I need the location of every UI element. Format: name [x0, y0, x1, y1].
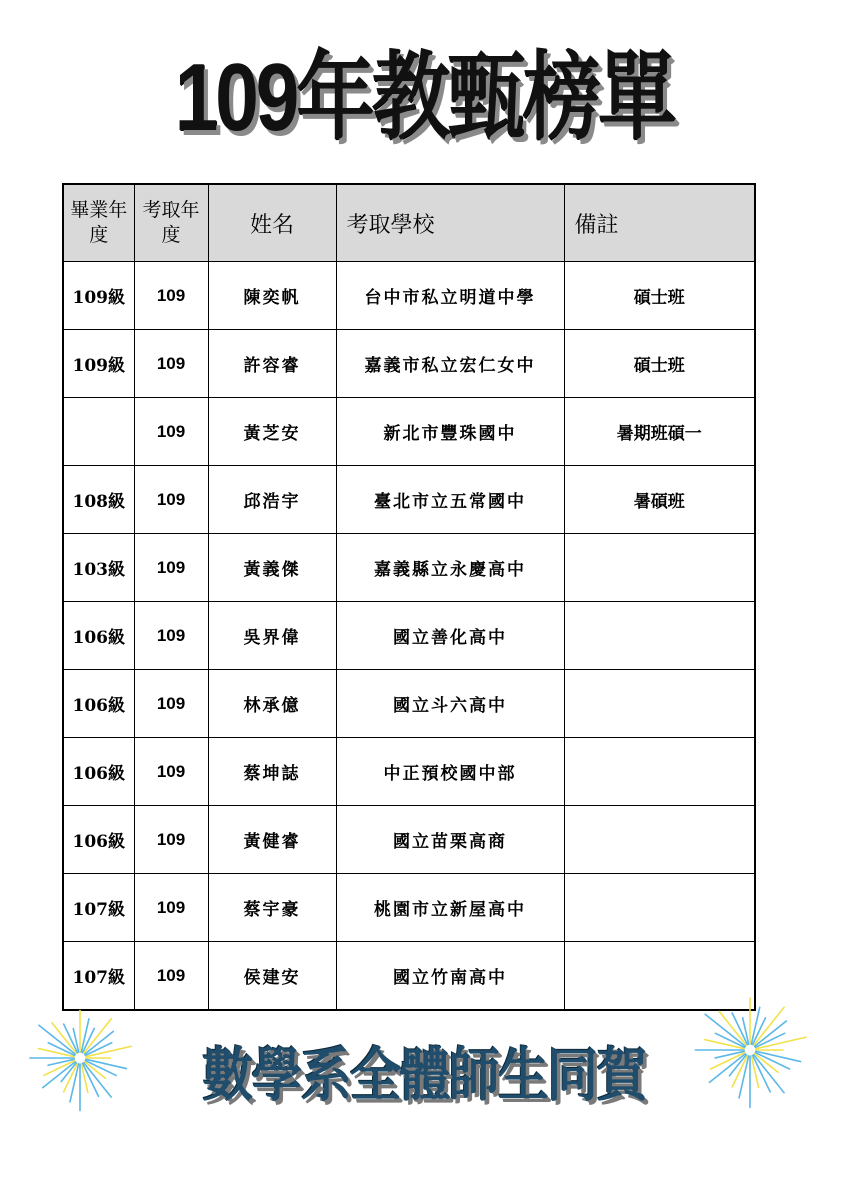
cell-grad-year: 106級	[63, 670, 134, 738]
table-row	[63, 262, 755, 330]
cell-exam-year: 109	[134, 602, 208, 670]
table-row	[63, 670, 755, 738]
cell-note	[564, 534, 755, 602]
cell-exam-year: 109	[134, 806, 208, 874]
cell-name: 吳界偉	[208, 602, 336, 670]
cell-note	[564, 602, 755, 670]
header-grad-year: 畢業年度	[63, 184, 134, 262]
header-exam-year: 考取年度	[134, 184, 208, 262]
cell-note	[564, 738, 755, 806]
cell-school: 國立苗栗高商	[336, 806, 564, 874]
cell-name: 蔡宇豪	[208, 874, 336, 942]
cell-school: 嘉義縣立永慶高中	[336, 534, 564, 602]
cell-note	[564, 874, 755, 942]
cell-name: 許容睿	[208, 330, 336, 398]
cell-school: 國立竹南高中	[336, 942, 564, 1011]
table-row	[63, 534, 755, 602]
cell-exam-year: 109	[134, 534, 208, 602]
cell-grad-year: 108級	[63, 466, 134, 534]
table-header-row	[63, 184, 755, 262]
cell-school: 臺北市立五常國中	[336, 466, 564, 534]
cell-school: 中正預校國中部	[336, 738, 564, 806]
table-row	[63, 602, 755, 670]
cell-note: 碩士班	[564, 330, 755, 398]
results-table	[62, 183, 756, 1011]
cell-school: 台中市私立明道中學	[336, 262, 564, 330]
cell-note: 暑碩班	[564, 466, 755, 534]
table-row	[63, 942, 755, 1011]
cell-note: 暑期班碩一	[564, 398, 755, 466]
cell-name: 蔡坤誌	[208, 738, 336, 806]
cell-name: 陳奕帆	[208, 262, 336, 330]
cell-school: 桃園市立新屋高中	[336, 874, 564, 942]
cell-grad-year: 106級	[63, 602, 134, 670]
table-row	[63, 738, 755, 806]
cell-school: 國立斗六高中	[336, 670, 564, 738]
cell-school: 嘉義市私立宏仁女中	[336, 330, 564, 398]
header-school: 考取學校	[336, 184, 564, 262]
cell-note: 碩士班	[564, 262, 755, 330]
cell-exam-year: 109	[134, 466, 208, 534]
cell-exam-year: 109	[134, 398, 208, 466]
cell-note	[564, 670, 755, 738]
congratulations-banner: 數學系全體師生同賀	[202, 1043, 646, 1108]
cell-name: 黃義傑	[208, 534, 336, 602]
table-row	[63, 874, 755, 942]
cell-grad-year: 109級	[63, 330, 134, 398]
table-row	[63, 466, 755, 534]
table-row	[63, 330, 755, 398]
cell-exam-year: 109	[134, 262, 208, 330]
cell-exam-year: 109	[134, 330, 208, 398]
table-row	[63, 806, 755, 874]
table-row	[63, 398, 755, 466]
cell-exam-year: 109	[134, 670, 208, 738]
header-name: 姓名	[208, 184, 336, 262]
cell-note	[564, 806, 755, 874]
cell-name: 林承億	[208, 670, 336, 738]
cell-exam-year: 109	[134, 874, 208, 942]
cell-school: 國立善化高中	[336, 602, 564, 670]
cell-exam-year: 109	[134, 738, 208, 806]
cell-name: 侯建安	[208, 942, 336, 1011]
cell-grad-year: 107級	[63, 874, 134, 942]
cell-name: 黃芝安	[208, 398, 336, 466]
cell-name: 邱浩宇	[208, 466, 336, 534]
cell-grad-year: 103級	[63, 534, 134, 602]
cell-school: 新北市豐珠國中	[336, 398, 564, 466]
cell-grad-year: 107級	[63, 942, 134, 1011]
header-notes: 備註	[564, 184, 755, 262]
cell-name: 黃健睿	[208, 806, 336, 874]
cell-grad-year: 106級	[63, 806, 134, 874]
cell-grad-year: 106級	[63, 738, 134, 806]
cell-grad-year: 109級	[63, 262, 134, 330]
cell-exam-year: 109	[134, 942, 208, 1011]
page-title: 109年教甄榜單	[174, 44, 674, 151]
cell-grad-year	[63, 398, 134, 466]
